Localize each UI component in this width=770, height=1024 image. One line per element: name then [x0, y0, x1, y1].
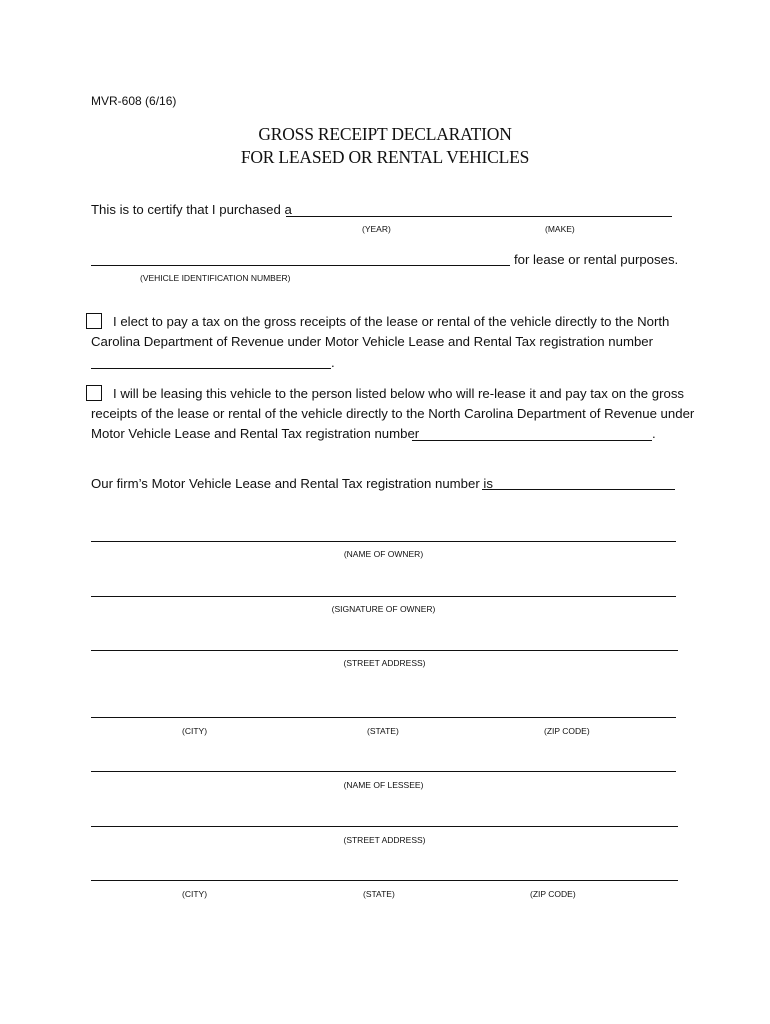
firm-text: Our firm’s Motor Vehicle Lease and Rental Tax registration number is [91, 476, 493, 491]
form-title-line1: GROSS RECEIPT DECLARATION [258, 124, 512, 144]
lessee-city-state-zip-field[interactable] [91, 880, 678, 881]
lessee-street-label: (STREET ADDRESS) [343, 835, 426, 845]
owner-signature-label: (SIGNATURE OF OWNER) [331, 604, 436, 614]
owner-state-label: (STATE) [367, 726, 399, 736]
option1-line1: I elect to pay a tax on the gross receipts of the lease or rental of the vehicle directly to the North [113, 314, 670, 329]
option2-period: . [652, 426, 656, 441]
lessee-name-label: (NAME OF LESSEE) [343, 780, 424, 790]
vin-field[interactable] [91, 265, 510, 266]
lessee-street-field[interactable] [91, 826, 678, 827]
owner-zip-label: (ZIP CODE) [544, 726, 590, 736]
option1-checkbox[interactable] [86, 313, 102, 329]
owner-signature-field[interactable] [91, 596, 676, 597]
owner-street-field[interactable] [91, 650, 678, 651]
owner-name-field[interactable] [91, 541, 676, 542]
year-label: (YEAR) [362, 224, 391, 234]
form-id: MVR-608 (6/16) [91, 94, 177, 108]
option1-line2: Carolina Department of Revenue under Motor Vehicle Lease and Rental Tax registration number [91, 334, 654, 349]
option1-period: . [331, 355, 335, 370]
firm-registration-field[interactable] [482, 489, 675, 490]
owner-street-label: (STREET ADDRESS) [343, 658, 426, 668]
year-make-field[interactable] [286, 216, 672, 217]
option2-line1: I will be leasing this vehicle to the person listed below who will re-lease it and pay tax on the gross [113, 386, 685, 401]
make-label: (MAKE) [545, 224, 575, 234]
owner-name-label: (NAME OF OWNER) [343, 549, 424, 559]
vin-label: (VEHICLE IDENTIFICATION NUMBER) [140, 273, 291, 283]
owner-city-state-zip-field[interactable] [91, 717, 676, 718]
lessee-name-field[interactable] [91, 771, 676, 772]
lessee-city-label: (CITY) [182, 889, 208, 899]
option1-registration-field[interactable] [91, 368, 331, 369]
lease-purpose-text: for lease or rental purposes. [514, 252, 679, 267]
lessee-state-label: (STATE) [363, 889, 395, 899]
option2-line2: receipts of the lease or rental of the vehicle directly to the North Carolina Department of Revenue under [91, 406, 695, 421]
lessee-zip-label: (ZIP CODE) [530, 889, 576, 899]
option2-checkbox[interactable] [86, 385, 102, 401]
option2-line3: Motor Vehicle Lease and Rental Tax registration number [91, 426, 420, 441]
option2-registration-field[interactable] [412, 440, 652, 441]
form-title-line2: FOR LEASED OR RENTAL VEHICLES [240, 147, 530, 167]
certify-text: This is to certify that I purchased a [91, 202, 292, 217]
owner-city-label: (CITY) [182, 726, 208, 736]
